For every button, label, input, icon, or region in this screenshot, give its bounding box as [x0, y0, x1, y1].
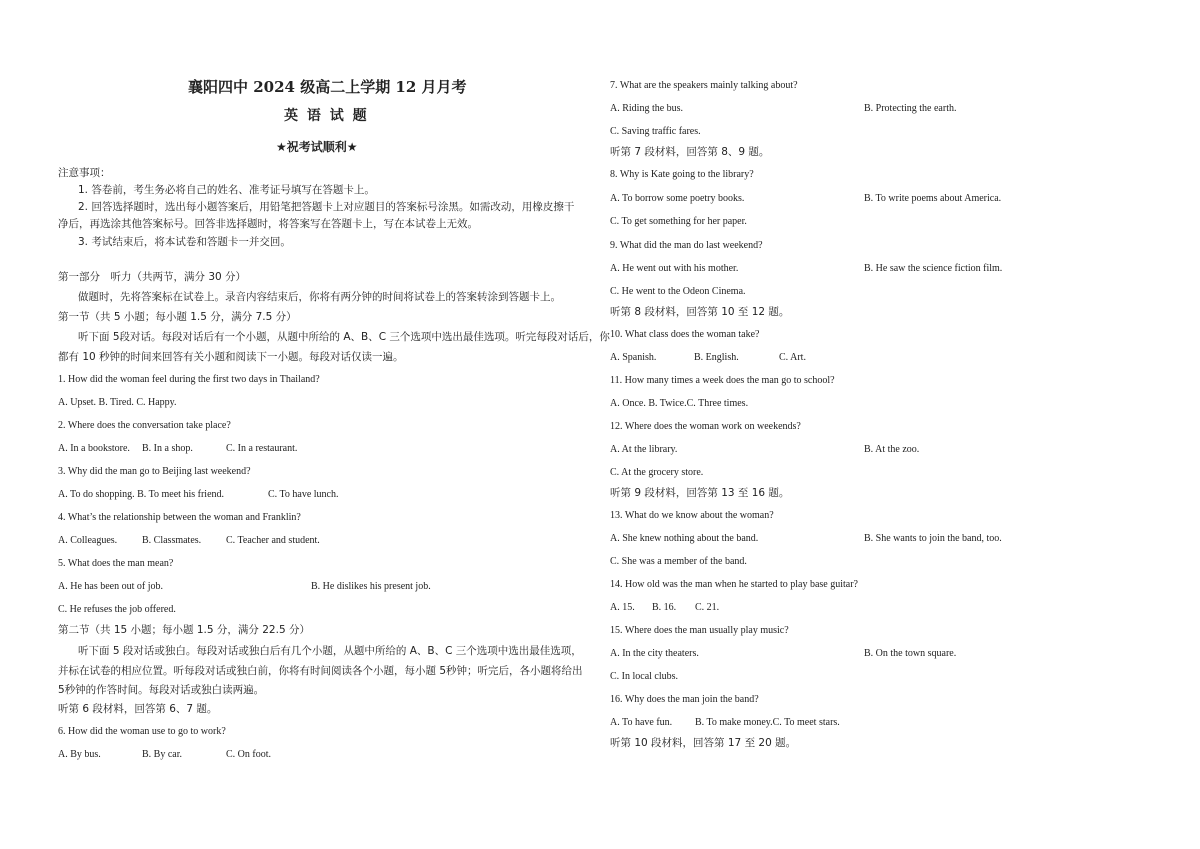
question-16: 16. Why does the man join the band? — [610, 694, 759, 705]
material-10-heading: 听第 10 段材料，回答第 17 至 20 题。 — [610, 737, 797, 749]
notice-item-2: 2. 回答选择题时，选出每小题答案后，用铅笔把答题卡上对应题目的答案标号涂黑。如需改动，用橡皮擦干 — [78, 201, 575, 213]
question-5-option-b: B. He dislikes his present job. — [311, 581, 431, 592]
question-13-option-a: A. She knew nothing about the band. — [610, 533, 759, 544]
notice-heading: 注意事项： — [58, 167, 111, 179]
exam-title: 襄阳四中 2024 级高二上学期 12 月月考 — [188, 78, 467, 96]
notice-item-1: 1. 答卷前，考生务必将自己的姓名、准考证号填写在答题卡上。 — [78, 184, 375, 196]
question-6-option-c: C. On foot. — [226, 749, 271, 760]
question-1-options: A. Upset. B. Tired. C. Happy. — [58, 397, 177, 408]
question-12-option-c: C. At the grocery store. — [610, 467, 704, 478]
section1-intro-1: 听下面 5段对话。每段对话后有一个小题，从题中所给的 A、B、C 三个选项中选出最佳选项。听完每段对话后，你 — [78, 331, 610, 343]
question-10-option-c: C. Art. — [779, 352, 806, 363]
question-13-option-c: C. She was a member of the band. — [610, 556, 747, 567]
material-9-heading: 听第 9 段材料，回答第 13 至 16 题。 — [610, 487, 790, 499]
section1-heading: 第一节（共 5 小题；每小题 1.5 分，满分 7.5 分） — [58, 311, 297, 323]
question-7-option-c: C. Saving traffic fares. — [610, 126, 701, 137]
question-13: 13. What do we know about the woman? — [610, 510, 774, 521]
question-6: 6. How did the woman use to go to work? — [58, 726, 226, 737]
question-2: 2. Where does the conversation take place? — [58, 420, 231, 431]
section2-intro-2: 并标在试卷的相应位置。听每段对话或独白前，你将有时间阅读各个小题，每小题 5秒钟；听完后，各小题将给出 — [58, 665, 583, 677]
question-12-option-a: A. At the library. — [610, 444, 678, 455]
question-7: 7. What are the speakers mainly talking about? — [610, 80, 798, 91]
exam-subject: 英 语 试 题 — [284, 108, 369, 124]
question-3-option-c: C. To have lunch. — [268, 489, 339, 500]
question-11-options: A. Once. B. Twice.C. Three times. — [610, 398, 749, 409]
question-14-option-b: B. 16. — [652, 602, 677, 613]
question-5-option-a: A. He has been out of job. — [58, 581, 163, 592]
part1-intro: 做题时，先将答案标在试卷上。录音内容结束后，你将有两分钟的时间将试卷上的答案转涂到答题卡上。 — [78, 291, 561, 303]
question-6-option-b: B. By car. — [142, 749, 182, 760]
question-16-options-bc: B. To make money.C. To meet stars. — [695, 717, 840, 728]
question-5: 5. What does the man mean? — [58, 558, 174, 569]
question-10: 10. What class does the woman take? — [610, 329, 760, 340]
question-7-option-b: B. Protecting the earth. — [864, 103, 957, 114]
question-4-option-b: B. Classmates. — [142, 535, 202, 546]
question-15-option-c: C. In local clubs. — [610, 671, 679, 682]
question-9-option-c: C. He went to the Odeon Cinema. — [610, 286, 746, 297]
question-14-option-c: C. 21. — [695, 602, 720, 613]
question-9-option-b: B. He saw the science fiction film. — [864, 263, 1003, 274]
material-8-heading: 听第 8 段材料，回答第 10 至 12 题。 — [610, 306, 790, 318]
material-7-heading: 听第 7 段材料，回答第 8、9 题。 — [610, 146, 770, 158]
question-3-options-ab: A. To do shopping. B. To meet his friend. — [58, 489, 225, 500]
notice-item-3: 3. 考试结束后，将本试卷和答题卡一并交回。 — [78, 236, 291, 248]
question-8-option-c: C. To get something for her paper. — [610, 216, 747, 227]
question-8: 8. Why is Kate going to the library? — [610, 169, 754, 180]
notice-item-2-cont: 净后，再选涂其他答案标号。回答非选择题时，将答案写在答题卡上，写在本试卷上无效。 — [58, 218, 478, 230]
question-15: 15. Where does the man usually play music? — [610, 625, 789, 636]
part1-heading: 第一部分 听力（共两节，满分 30 分） — [58, 271, 247, 283]
question-2-option-a: A. In a bookstore. — [58, 443, 130, 454]
question-13-option-b: B. She wants to join the band, too. — [864, 533, 1002, 544]
question-12: 12. Where does the woman work on weekends? — [610, 421, 801, 432]
exam-blessing: ★祝考试顺利★ — [276, 140, 358, 154]
section2-intro-3: 5秒钟的作答时间。每段对话或独白读两遍。 — [58, 684, 265, 696]
question-2-option-c: C. In a restaurant. — [226, 443, 298, 454]
question-15-option-a: A. In the city theaters. — [610, 648, 699, 659]
section2-intro-1: 听下面 5 段对话或独白。每段对话或独白后有几个小题，从题中所给的 A、B、C 三个选项中选出最佳选项， — [78, 645, 582, 657]
question-3: 3. Why did the man go to Beijing last weekend? — [58, 466, 251, 477]
question-9-option-a: A. He went out with his mother. — [610, 263, 739, 274]
question-5-option-c: C. He refuses the job offered. — [58, 604, 176, 615]
question-10-option-a: A. Spanish. — [610, 352, 657, 363]
question-4-option-a: A. Colleagues. — [58, 535, 118, 546]
section2-heading: 第二节（共 15 小题；每小题 1.5 分，满分 22.5 分） — [58, 624, 310, 636]
question-2-option-b: B. In a shop. — [142, 443, 193, 454]
question-8-option-a: A. To borrow some poetry books. — [610, 193, 745, 204]
question-4-option-c: C. Teacher and student. — [226, 535, 320, 546]
question-7-option-a: A. Riding the bus. — [610, 103, 684, 114]
question-11: 11. How many times a week does the man go to school? — [610, 375, 835, 386]
question-14: 14. How old was the man when he started to play base guitar? — [610, 579, 858, 590]
question-10-option-b: B. English. — [694, 352, 739, 363]
question-15-option-b: B. On the town square. — [864, 648, 957, 659]
question-4: 4. What’s the relationship between the woman and Franklin? — [58, 512, 301, 523]
question-8-option-b: B. To write poems about America. — [864, 193, 1002, 204]
question-12-option-b: B. At the zoo. — [864, 444, 920, 455]
question-14-option-a: A. 15. — [610, 602, 635, 613]
question-9: 9. What did the man do last weekend? — [610, 240, 763, 251]
question-16-option-a: A. To have fun. — [610, 717, 673, 728]
material-6-heading: 听第 6 段材料，回答第 6、7 题。 — [58, 703, 218, 715]
question-6-option-a: A. By bus. — [58, 749, 101, 760]
section1-intro-2: 都有 10 秒钟的时间来回答有关小题和阅读下一小题。每段对话仅读一遍。 — [58, 351, 404, 363]
question-1: 1. How did the woman feel during the first two days in Thailand? — [58, 374, 320, 385]
